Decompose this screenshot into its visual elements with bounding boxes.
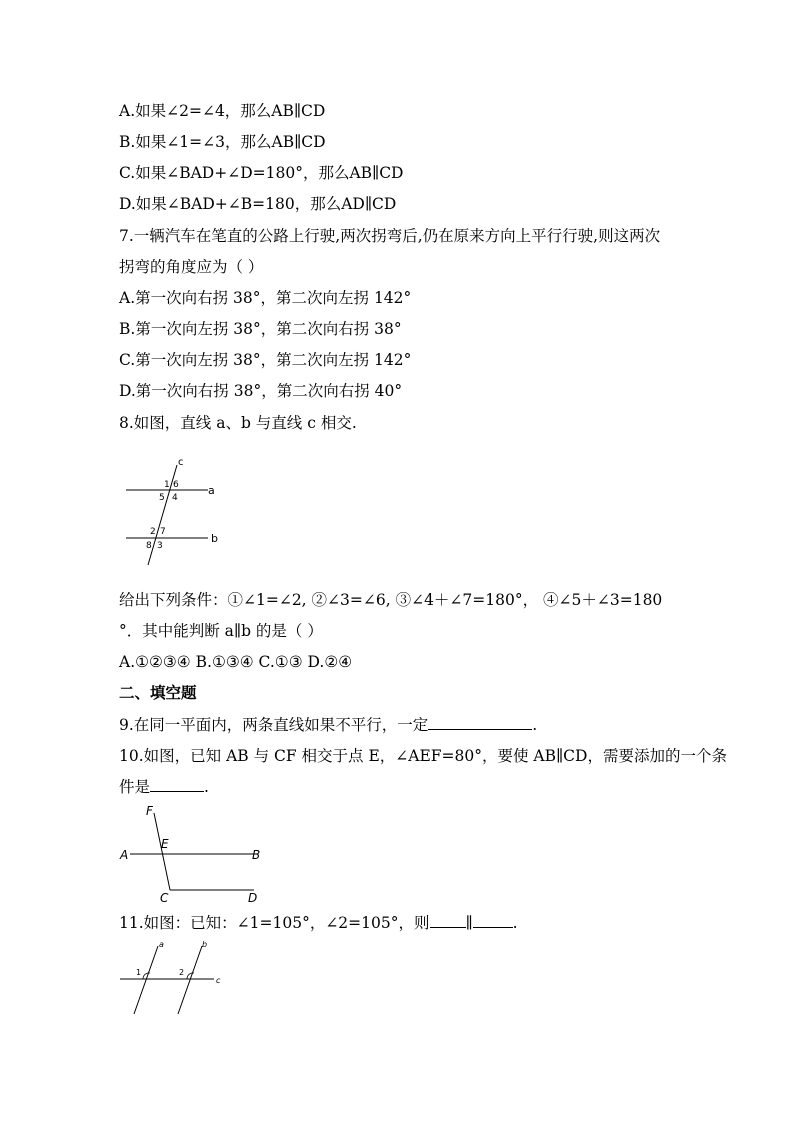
q10-figure xyxy=(118,803,268,903)
q7-option-b: B.第一次向左拐 38°，第二次向右拐 38° xyxy=(119,320,402,338)
q8-figure xyxy=(120,455,230,570)
q8-label-b: b xyxy=(211,532,218,545)
q9-stem: 9.在同一平面内，两条直线如果不平行，一定 xyxy=(119,716,429,734)
q11-blank-second xyxy=(473,913,513,928)
q9-text xyxy=(119,715,537,735)
q9-answer-blank xyxy=(428,715,532,730)
q11-stem xyxy=(119,913,518,933)
q10-stem-tail: 件是 xyxy=(119,778,151,796)
q8-conditions-line2: °．其中能判断 a∥b 的是（ ） xyxy=(119,622,323,640)
q9-period: . xyxy=(532,716,538,734)
q8-angle-4: 4 xyxy=(172,493,178,503)
q11-label-b: b xyxy=(202,940,208,949)
q6-option-d: D.如果∠BAD+∠B=180，那么AD∥CD xyxy=(119,195,397,213)
q11-period: . xyxy=(512,914,518,932)
q8-angle-8: 8 xyxy=(146,541,152,551)
q8-conditions-line1: 给出下列条件：①∠1=∠2, ②∠3=∠6, ③∠4＋∠7=180°， ④∠5＋∠3=180 xyxy=(119,591,663,609)
q7-option-c: C.第一次向左拐 38°，第二次向左拐 142° xyxy=(119,351,412,369)
section-title: 二、填空题 xyxy=(119,683,197,702)
q11-line-b xyxy=(178,946,202,1014)
q8-options: A.①②③④ B.①③④ C.①③ D.②④ xyxy=(119,653,353,671)
q10-line-cf xyxy=(154,813,170,890)
q7-option-d: D.第一次向右拐 38°，第二次向右拐 40° xyxy=(119,382,403,400)
q10-label-f: F xyxy=(146,804,153,818)
q8-angle-2: 2 xyxy=(150,527,156,537)
q11-angle-1: 1 xyxy=(136,968,142,977)
q10-label-a: A xyxy=(120,848,129,862)
q8-label-c: c xyxy=(178,457,184,468)
q10-stem-line1: 10.如图，已知 AB 与 CF 相交于点 E，∠AEF=80°，要使 AB∥CD，需要添加的一个条 xyxy=(119,747,727,765)
q10-label-c: C xyxy=(160,891,169,905)
q7-stem-line1: 7.一辆汽车在笔直的公路上行驶,两次拐弯后,仍在原来方向上平行行驶,则这两次 xyxy=(119,227,661,245)
q7-stem-line2: 拐弯的角度应为（ ） xyxy=(119,258,264,276)
q6-option-c: C.如果∠BAD+∠D=180°，那么AB∥CD xyxy=(119,164,404,182)
q11-label-c: c xyxy=(216,976,221,985)
q8-angle-1: 1 xyxy=(164,480,170,490)
q6-option-a: A.如果∠2=∠4，那么AB∥CD xyxy=(119,102,326,120)
q8-angle-3: 3 xyxy=(157,541,163,551)
q7-option-a: A.第一次向右拐 38°，第二次向左拐 142° xyxy=(119,289,412,307)
q11-line-a xyxy=(134,946,158,1014)
q8-angle-6: 6 xyxy=(173,480,179,490)
q11-blank-first xyxy=(430,913,466,928)
q10-period: . xyxy=(204,778,209,796)
q10-label-b: B xyxy=(252,848,261,862)
q10-label-d: D xyxy=(248,891,258,905)
q11-figure xyxy=(118,938,228,1018)
q8-label-a: a xyxy=(208,484,215,497)
q11-stem-text: 11.如图：已知：∠1=105°，∠2=105°，则 xyxy=(119,914,430,932)
q11-angle-2: 2 xyxy=(179,968,185,977)
q8-angle-7: 7 xyxy=(160,527,166,537)
q11-parallel-symbol: ∥ xyxy=(465,914,473,932)
q10-answer-blank xyxy=(150,777,204,792)
q11-label-a: a xyxy=(159,940,164,949)
q6-option-b: B.如果∠1=∠3，那么AB∥CD xyxy=(119,133,326,151)
q8-angle-5: 5 xyxy=(159,493,165,503)
q8-stem: 8.如图，直线 a、b 与直线 c 相交. xyxy=(119,414,357,432)
q10-stem-line2 xyxy=(119,777,209,797)
q10-label-e: E xyxy=(161,837,169,851)
